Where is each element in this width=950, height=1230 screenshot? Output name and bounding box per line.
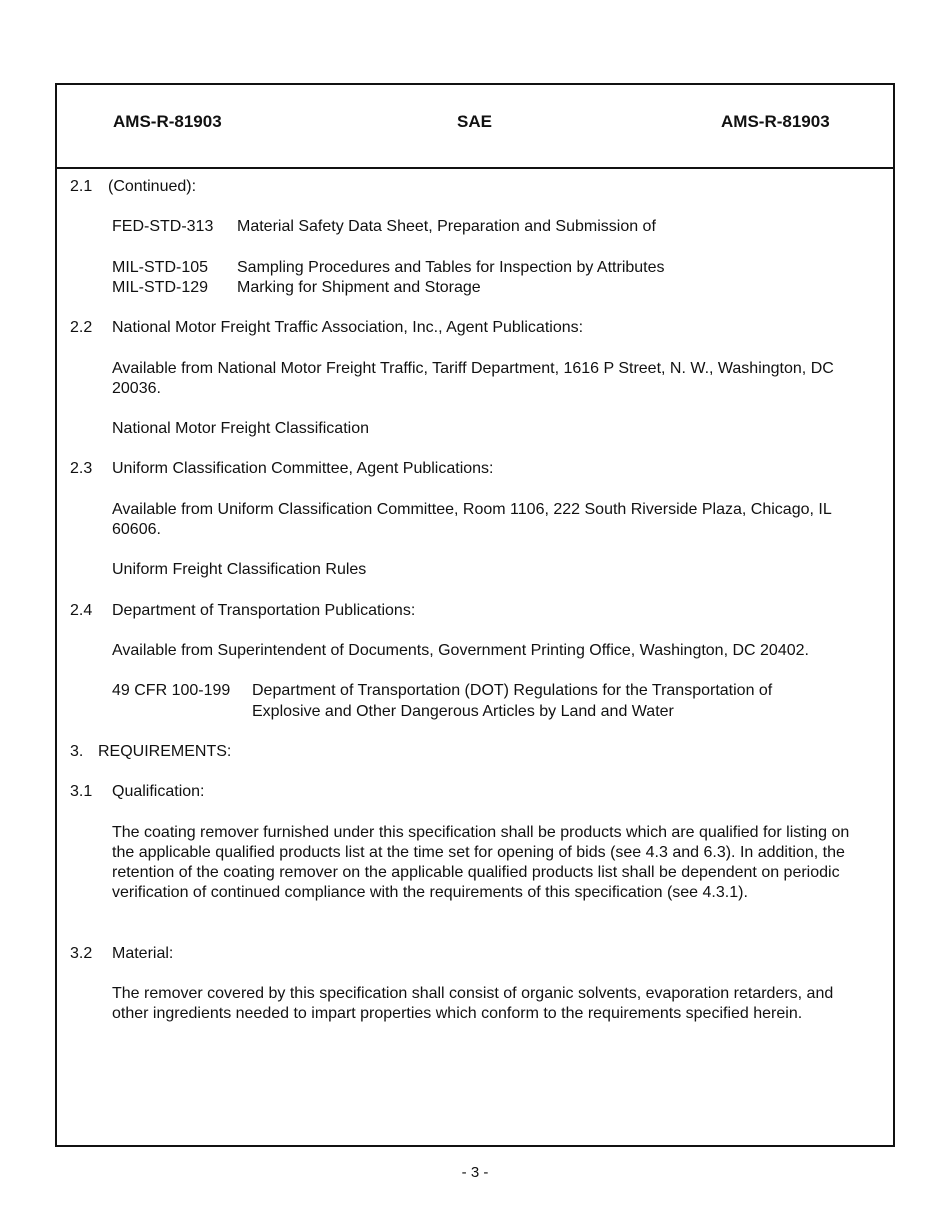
page-number: - 3 -: [461, 1164, 489, 1181]
section-2-3-availability: Available from Uniform Classification Committee, Room 1106, 222 South Riverside Plaza, Chicago, IL 60606.: [112, 501, 832, 538]
section-3-2-number: 3.2: [70, 945, 93, 962]
section-2-3-title: Uniform Classification Committee, Agent Publications:: [112, 460, 494, 477]
section-2-3-document: Uniform Freight Classification Rules: [112, 561, 367, 578]
ref-description: Sampling Procedures and Tables for Inspection by Attributes: [237, 259, 665, 276]
header-doc-number-left: AMS-R-81903: [113, 112, 222, 131]
ref-description: Marking for Shipment and Storage: [237, 279, 481, 296]
section-3-1-number: 3.1: [70, 783, 93, 800]
ref-description: Department of Transportation (DOT) Regulations for the Transportation of: [252, 682, 773, 699]
section-2-1-title: (Continued):: [108, 178, 197, 195]
ref-description: Material Safety Data Sheet, Preparation and Submission of: [237, 218, 656, 235]
section-3-number: 3.: [70, 743, 84, 760]
section-2-2-title: National Motor Freight Traffic Association, Inc., Agent Publications:: [112, 319, 584, 336]
header-doc-number-right: AMS-R-81903: [721, 112, 830, 131]
section-2-1-number: 2.1: [70, 178, 93, 195]
ref-code: MIL-STD-105: [112, 259, 209, 276]
section-3-2-title: Material:: [112, 945, 174, 962]
section-2-4-number: 2.4: [70, 602, 93, 619]
section-3-1-title: Qualification:: [112, 783, 205, 800]
page-header: [57, 85, 893, 169]
section-2-4-title: Department of Transportation Publications:: [112, 602, 416, 619]
section-2-2-document: National Motor Freight Classification: [112, 420, 369, 437]
section-2-2-availability: Available from National Motor Freight Traffic, Tariff Department, 1616 P Street, N. W., Washington, DC 20036.: [112, 360, 834, 397]
ref-code: 49 CFR 100-199: [112, 682, 231, 699]
header-publisher: SAE: [457, 112, 492, 131]
ref-code: MIL-STD-129: [112, 279, 209, 296]
ref-description: Explosive and Other Dangerous Articles by Land and Water: [252, 703, 674, 720]
section-2-4-availability: Available from Superintendent of Documents, Government Printing Office, Washington, DC 20402.: [112, 642, 809, 659]
section-3-2-body: The remover covered by this specification shall consist of organic solvents, evaporation retarders, and other ingredients needed to impart properties which conform to the requirements specified herein.: [112, 985, 834, 1022]
section-2-3-number: 2.3: [70, 460, 93, 477]
ref-code: FED-STD-313: [112, 218, 214, 235]
section-2-2-number: 2.2: [70, 319, 93, 336]
section-3-1-body: The coating remover furnished under this specification shall be products which are qualified for listing on the applicable qualified products list at the time set for opening of bids (see 4.3 and 6.3). In addition, the retention of the coating remover on the applicable qualified products list shall be dependent on periodic verification of continued compliance with the requirements of this specification (see 4.3.1).: [112, 824, 850, 901]
section-3-title: REQUIREMENTS:: [98, 743, 232, 760]
